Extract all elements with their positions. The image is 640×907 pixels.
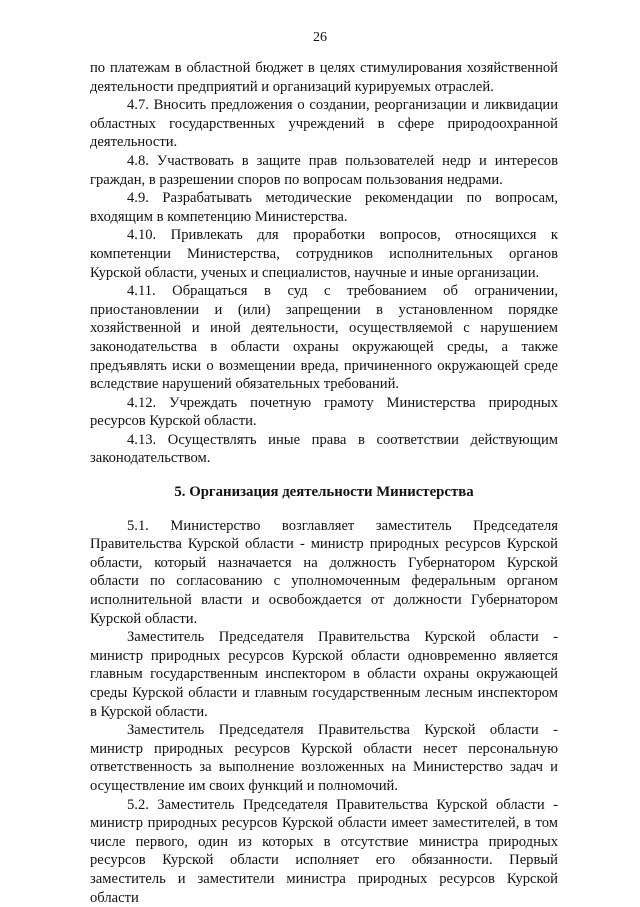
paragraph-4-12: 4.12. Учреждать почетную грамоту Министерства природных ресурсов Курской области. <box>90 394 558 430</box>
paragraph-continuation: по платежам в областной бюджет в целях стимулирования хозяйственной деятельности предприятий и организаций курируемых отраслей. <box>90 60 558 95</box>
paragraph-deputy-inspector: Заместитель Председателя Правительства Курской области - министр природных ресурсов Курской области одновременно является главным государственным инспектором в области охраны окружающей среды Курской области и главным государственным лесным инспектором в Курской области. <box>90 629 558 720</box>
paragraph-4-11: 4.11. Обращаться в суд с требованием об ограничении, приостановлении и (или) запрещении в установленном порядке хозяйственной и иной деятельности, осуществляемой с нарушением законодательства в области охраны окружающей среды, а также предъявлять иски о возмещении вреда, причиненного окружающей среде вследствие нарушений обязательных требований. <box>90 283 558 393</box>
paragraph-4-7: 4.7. Вносить предложения о создании, реорганизации и ликвидации областных государственных учреждений в сфере природоохранной деятельности. <box>90 97 558 151</box>
paragraph-5-2: 5.2. Заместитель Председателя Правительства Курской области - министр природных ресурсов Курской области имеет заместителей, в том числе первого, один из которых в отсутствие министра природных ресурсов Курской области исполняет его обязанности. Первый заместитель и заместители министра природных ресурсов Курской области <box>90 796 558 906</box>
paragraph-deputy-responsibility: Заместитель Председателя Правительства Курской области - министр природных ресурсов Курской области несет персональную ответственность за выполнение возложенных на Министерство задач и осуществление им своих функций и полномочий. <box>90 722 558 794</box>
document-body <box>90 59 558 907</box>
paragraph-4-10: 4.10. Привлекать для проработки вопросов, относящихся к компетенции Министерства, сотрудников исполнительных органов Курской области, ученых и специалистов, научные и иные организации. <box>90 227 558 281</box>
page-number: 26 <box>313 30 327 45</box>
paragraph-4-8: 4.8. Участвовать в защите прав пользователей недр и интересов граждан, в разрешении споров по вопросам пользования недрами. <box>90 152 558 188</box>
paragraph-5-1: 5.1. Министерство возглавляет заместитель Председателя Правительства Курской области - министр природных ресурсов Курской области, который назначается на должность Губернатором Курской области по согласованию с уполномоченным федеральным органом исполнительной власти и освобождается от должности Губернатором Курской области. <box>90 517 558 627</box>
section-heading: 5. Организация деятельности Министерства <box>174 484 474 501</box>
paragraph-4-13: 4.13. Осуществлять иные права в соответствии действующим законодательством. <box>90 431 558 467</box>
paragraph-4-9: 4.9. Разрабатывать методические рекомендации по вопросам, входящим в компетенцию Министерства. <box>90 190 558 225</box>
